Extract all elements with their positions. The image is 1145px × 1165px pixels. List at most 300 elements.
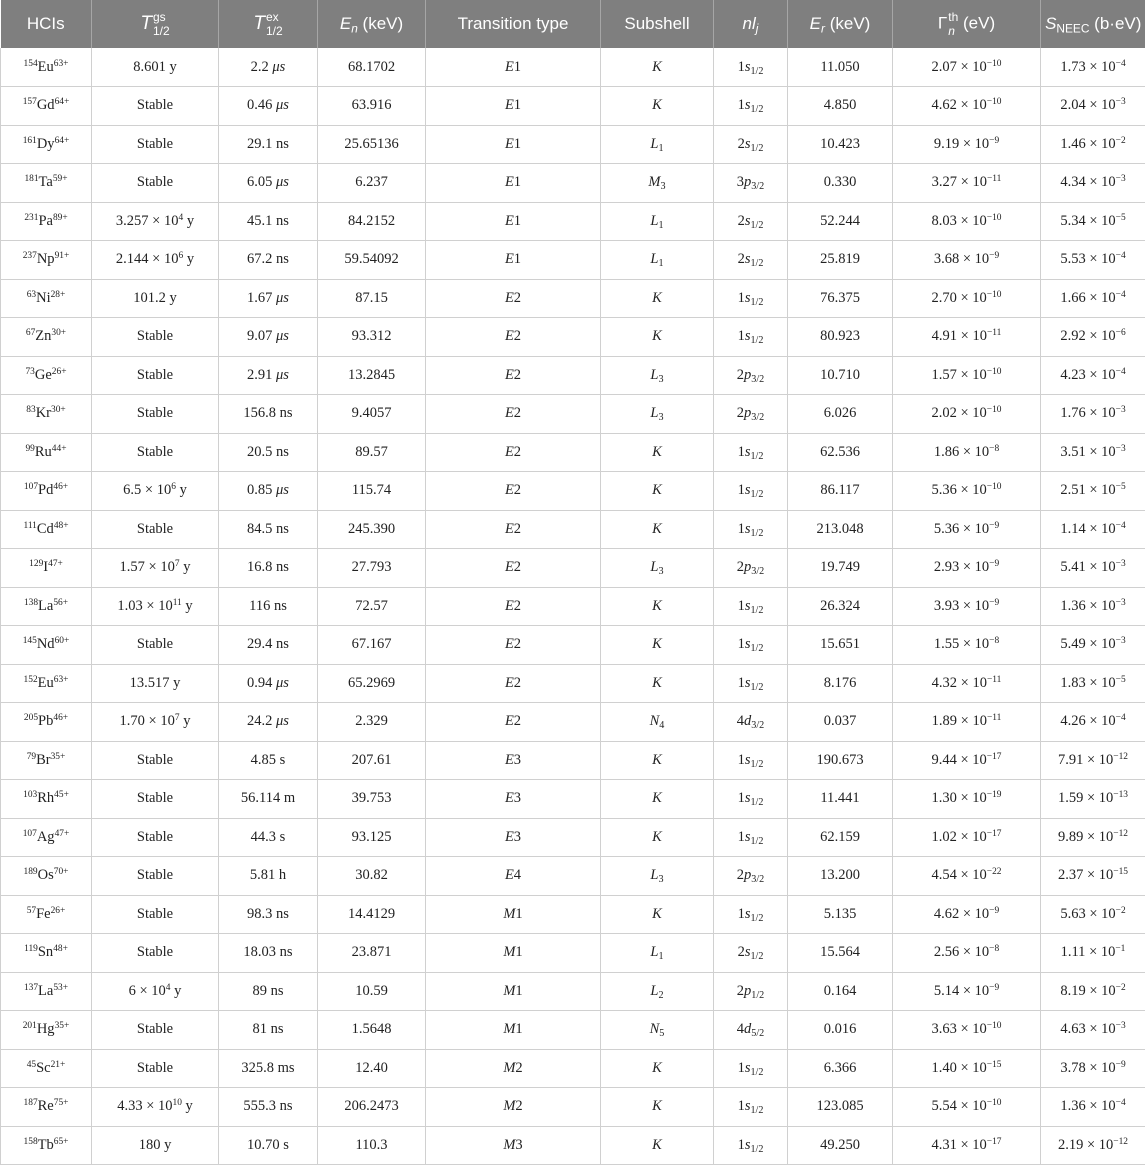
cell-hci	[1, 279, 92, 318]
halflife-ex: 5.81 h	[250, 867, 286, 883]
times-sign: ×	[963, 521, 971, 537]
cell-en	[318, 1011, 426, 1050]
total-j: 1/2	[750, 643, 763, 654]
halflife-gs-unit: y	[183, 713, 190, 729]
cell-s-neec	[1041, 48, 1145, 87]
total-j: 1/2	[750, 605, 763, 616]
gamma-exponent: −9	[989, 559, 999, 569]
halflife-gs-unit: y	[187, 251, 194, 267]
halflife-ex: 29.1 ns	[247, 136, 289, 152]
cell-subshell	[601, 703, 714, 742]
halflife-gs: Stable	[137, 174, 173, 190]
times-sign: ×	[1089, 713, 1097, 729]
cell-s-neec	[1041, 202, 1145, 241]
times-sign: ×	[1087, 1137, 1095, 1153]
cell-nlj	[714, 395, 788, 434]
halflife-gs: Stable	[137, 136, 173, 152]
cell-t-ex	[219, 549, 318, 588]
cell-er	[788, 780, 893, 819]
cell-gamma	[893, 587, 1041, 626]
cell-t-ex	[219, 1011, 318, 1050]
cell-nlj	[714, 626, 788, 665]
cell-er	[788, 587, 893, 626]
mass-number: 67	[26, 328, 35, 338]
cell-t-gs	[92, 703, 219, 742]
cell-t-gs	[92, 626, 219, 665]
cell-hci	[1, 164, 92, 203]
halflife-ex: 98.3 ns	[247, 906, 289, 922]
subshell-index: 1	[659, 258, 664, 269]
gamma-mantissa: 1.89	[932, 713, 957, 729]
subshell-letter: K	[652, 636, 662, 652]
halflife-ex: 6.05	[247, 174, 272, 190]
cell-t-gs	[92, 87, 219, 126]
gamma-exponent: −9	[989, 251, 999, 261]
cell-transition-type	[426, 241, 601, 280]
element-symbol: I	[43, 559, 48, 575]
multipole-order: 1	[514, 59, 521, 75]
halflife-gs-unit: y	[174, 983, 181, 999]
cell-t-ex	[219, 433, 318, 472]
principal-number: 2	[737, 983, 744, 999]
halflife-gs: Stable	[137, 405, 173, 421]
s-mantissa: 1.59	[1058, 790, 1083, 806]
element-symbol: Pb	[38, 713, 53, 729]
halflife-ex: 44.3 s	[251, 829, 286, 845]
base-ten: 10	[972, 713, 987, 729]
charge-state: 60+	[55, 636, 70, 646]
times-sign: ×	[1089, 444, 1097, 460]
halflife-gs: Stable	[137, 367, 173, 383]
cell-t-gs	[92, 549, 219, 588]
multipole-order: 2	[514, 367, 521, 383]
element-symbol: Os	[38, 867, 54, 883]
mass-number: 205	[24, 713, 38, 723]
halflife-ex: 10.70 s	[247, 1137, 289, 1153]
base-ten: 10	[1099, 867, 1114, 883]
multipole-letter: E	[505, 251, 514, 267]
cell-er	[788, 241, 893, 280]
charge-state: 89+	[53, 213, 68, 223]
halflife-gs-mantissa: 1.70	[120, 713, 145, 729]
cell-nlj	[714, 48, 788, 87]
gamma-exponent: −11	[987, 328, 1001, 338]
cell-gamma	[893, 241, 1041, 280]
multipole-order: 1	[514, 213, 521, 229]
cell-t-ex	[219, 587, 318, 626]
gamma-exponent: −8	[989, 636, 999, 646]
halflife-gs: Stable	[137, 790, 173, 806]
cell-transition-type	[426, 549, 601, 588]
orbital-letter: p	[744, 867, 751, 883]
gamma-mantissa: 4.91	[932, 328, 957, 344]
halflife-gs: Stable	[137, 97, 173, 113]
nuclear-energy: 115.74	[352, 482, 391, 498]
times-sign: ×	[960, 97, 968, 113]
cell-t-gs	[92, 395, 219, 434]
orbital-letter: s	[745, 829, 751, 845]
halflife-gs-exponent: 11	[173, 598, 182, 608]
cell-s-neec	[1041, 125, 1145, 164]
cell-gamma	[893, 549, 1041, 588]
charge-state: 46+	[53, 713, 68, 723]
gamma-mantissa: 4.54	[931, 867, 956, 883]
halflife-ex: 555.3 ns	[243, 1098, 292, 1114]
subshell-letter: K	[652, 752, 662, 768]
times-sign: ×	[963, 559, 971, 575]
nuclear-energy: 23.871	[352, 944, 392, 960]
base-ten: 10	[972, 213, 987, 229]
element-symbol: Eu	[38, 59, 54, 75]
gamma-exponent: −9	[989, 983, 999, 993]
multipole-letter: E	[505, 636, 514, 652]
cell-t-ex	[219, 1126, 318, 1165]
halflife-gs-unit: y	[187, 213, 194, 229]
base-ten: 10	[1101, 213, 1116, 229]
orbital-letter: s	[745, 213, 751, 229]
cell-hci	[1, 510, 92, 549]
gamma-exponent: −9	[989, 136, 999, 146]
orbital-letter: d	[744, 713, 751, 729]
principal-number: 2	[737, 867, 744, 883]
subshell-letter: K	[652, 675, 662, 691]
cell-t-ex	[219, 972, 318, 1011]
element-symbol: Kr	[36, 405, 51, 421]
subshell-letter: K	[652, 790, 662, 806]
resonance-energy: 76.375	[820, 290, 860, 306]
times-sign: ×	[1087, 829, 1095, 845]
table-row	[1, 1011, 1145, 1050]
nuclear-energy: 10.59	[355, 983, 388, 999]
total-j: 1/2	[750, 528, 763, 539]
total-j: 1/2	[751, 990, 764, 1001]
multipole-letter: E	[505, 675, 514, 691]
cell-nlj	[714, 818, 788, 857]
gamma-exponent: −17	[987, 829, 1002, 839]
charge-state: 53+	[53, 983, 68, 993]
halflife-gs: Stable	[137, 636, 173, 652]
cell-transition-type	[426, 972, 601, 1011]
cell-nlj	[714, 1126, 788, 1165]
times-sign: ×	[1089, 213, 1097, 229]
cell-transition-type	[426, 356, 601, 395]
nuclear-energy: 207.61	[352, 752, 392, 768]
cell-subshell	[601, 587, 714, 626]
gamma-mantissa: 2.56	[934, 944, 959, 960]
table-row	[1, 356, 1145, 395]
element-symbol: La	[38, 983, 53, 999]
s-mantissa: 1.11	[1061, 944, 1086, 960]
multipole-letter: E	[505, 713, 514, 729]
orbital-letter: s	[745, 136, 751, 152]
principal-number: 2	[738, 136, 745, 152]
subshell-letter: K	[652, 482, 662, 498]
cell-hci	[1, 1011, 92, 1050]
cell-s-neec	[1041, 164, 1145, 203]
nuclear-energy: 2.329	[355, 713, 388, 729]
table-row	[1, 48, 1145, 87]
total-j: 1/2	[750, 335, 763, 346]
principal-number: 1	[738, 97, 745, 113]
times-sign: ×	[1089, 906, 1097, 922]
cell-s-neec	[1041, 549, 1145, 588]
s-mantissa: 1.36	[1060, 598, 1085, 614]
cell-t-gs	[92, 356, 219, 395]
base-ten: 10	[972, 1060, 987, 1076]
multipole-letter: M	[503, 944, 515, 960]
cell-t-gs	[92, 164, 219, 203]
cell-nlj	[714, 356, 788, 395]
element-symbol: Dy	[37, 136, 55, 152]
multipole-letter: E	[505, 559, 514, 575]
charge-state: 35+	[55, 1021, 70, 1031]
cell-en	[318, 664, 426, 703]
cell-er	[788, 1049, 893, 1088]
table-row	[1, 1126, 1145, 1165]
gamma-exponent: −10	[987, 58, 1002, 68]
element-symbol: Sc	[36, 1060, 51, 1076]
base-ten: 10	[160, 559, 175, 575]
multipole-order: 2	[515, 1098, 522, 1114]
cell-en	[318, 1088, 426, 1127]
resonance-energy: 5.135	[824, 906, 857, 922]
cell-transition-type	[426, 48, 601, 87]
cell-er	[788, 279, 893, 318]
multipole-order: 2	[514, 675, 521, 691]
base-ten: 10	[975, 906, 990, 922]
cell-transition-type	[426, 472, 601, 511]
halflife-ex-unit: μs	[276, 675, 289, 691]
orbital-letter: p	[744, 367, 751, 383]
charge-state: 91+	[55, 251, 70, 261]
cell-er	[788, 818, 893, 857]
halflife-ex-unit: μs	[276, 328, 289, 344]
cell-er	[788, 741, 893, 780]
base-ten: 10	[151, 983, 166, 999]
base-ten: 10	[157, 482, 172, 498]
mass-number: 158	[24, 1137, 38, 1147]
charge-state: 26+	[51, 906, 66, 916]
resonance-energy: 10.423	[820, 136, 860, 152]
halflife-ex: 89 ns	[252, 983, 283, 999]
total-j: 1/2	[750, 1144, 763, 1155]
cell-er	[788, 87, 893, 126]
subshell-index: 3	[661, 181, 666, 192]
orbital-letter: s	[745, 1060, 751, 1076]
cell-subshell	[601, 164, 714, 203]
nuclear-energy: 9.4057	[352, 405, 392, 421]
principal-number: 1	[738, 790, 745, 806]
s-mantissa: 4.34	[1060, 174, 1085, 190]
cell-hci	[1, 433, 92, 472]
base-ten: 10	[972, 59, 987, 75]
cell-t-ex	[219, 395, 318, 434]
cell-subshell	[601, 510, 714, 549]
mass-number: 129	[29, 559, 43, 569]
orbital-letter: s	[745, 521, 751, 537]
orbital-letter: s	[745, 636, 751, 652]
multipole-order: 1	[515, 944, 522, 960]
subshell-letter: K	[652, 598, 662, 614]
orbital-letter: d	[744, 1021, 751, 1037]
cell-er	[788, 510, 893, 549]
cell-s-neec	[1041, 318, 1145, 357]
cell-subshell	[601, 87, 714, 126]
resonance-energy: 213.048	[816, 521, 863, 537]
nuclear-energy: 14.4129	[348, 906, 395, 922]
resonance-energy: 10.710	[820, 367, 860, 383]
subshell-letter: K	[652, 1060, 662, 1076]
s-exponent: −3	[1116, 444, 1126, 454]
subshell-index: 5	[659, 1028, 664, 1039]
cell-transition-type	[426, 1011, 601, 1050]
cell-hci	[1, 626, 92, 665]
subshell-letter: L	[650, 559, 658, 575]
cell-hci	[1, 202, 92, 241]
s-exponent: −12	[1113, 829, 1128, 839]
halflife-gs-exponent: 10	[173, 1098, 182, 1108]
halflife-gs: 8.601 y	[133, 59, 177, 75]
s-mantissa: 5.34	[1060, 213, 1085, 229]
orbital-letter: s	[745, 59, 751, 75]
halflife-ex: 45.1 ns	[247, 213, 289, 229]
cell-t-gs	[92, 741, 219, 780]
cell-en	[318, 87, 426, 126]
nuclear-energy: 84.2152	[348, 213, 395, 229]
nuclear-energy: 6.237	[355, 174, 388, 190]
base-ten: 10	[1101, 1021, 1116, 1037]
total-j: 3/2	[751, 720, 764, 731]
halflife-gs: 180 y	[139, 1137, 172, 1153]
base-ten: 10	[972, 829, 987, 845]
resonance-energy: 80.923	[820, 328, 860, 344]
orbital-letter: s	[745, 328, 751, 344]
element-symbol: Br	[36, 752, 51, 768]
principal-number: 1	[738, 482, 745, 498]
gamma-mantissa: 2.93	[934, 559, 959, 575]
s-exponent: −4	[1116, 290, 1126, 300]
nuclear-energy: 30.82	[355, 867, 388, 883]
cell-t-ex	[219, 703, 318, 742]
multipole-order: 1	[515, 906, 522, 922]
cell-hci	[1, 664, 92, 703]
cell-t-ex	[219, 1088, 318, 1127]
subshell-letter: K	[652, 97, 662, 113]
cell-gamma	[893, 934, 1041, 973]
mass-number: 111	[23, 521, 36, 531]
cell-hci	[1, 818, 92, 857]
subshell-index: 3	[659, 412, 664, 423]
principal-number: 1	[738, 1060, 745, 1076]
s-exponent: −4	[1116, 251, 1126, 261]
cell-subshell	[601, 626, 714, 665]
subshell-index: 3	[659, 566, 664, 577]
gamma-mantissa: 8.03	[931, 213, 956, 229]
s-exponent: −3	[1116, 559, 1126, 569]
element-symbol: Nd	[37, 636, 55, 652]
subshell-index: 2	[659, 990, 664, 1001]
principal-number: 1	[738, 444, 745, 460]
nuclear-energy: 93.312	[352, 328, 392, 344]
cell-t-gs	[92, 241, 219, 280]
halflife-ex: 325.8 ms	[241, 1060, 294, 1076]
times-sign: ×	[1089, 675, 1097, 691]
s-mantissa: 4.26	[1060, 713, 1085, 729]
multipole-order: 2	[514, 405, 521, 421]
s-mantissa: 5.53	[1060, 251, 1085, 267]
cell-s-neec	[1041, 857, 1145, 896]
cell-transition-type	[426, 164, 601, 203]
cell-nlj	[714, 510, 788, 549]
s-mantissa: 2.51	[1060, 482, 1085, 498]
base-ten: 10	[1101, 136, 1116, 152]
base-ten: 10	[1101, 675, 1116, 691]
s-exponent: −15	[1113, 867, 1128, 877]
cell-nlj	[714, 241, 788, 280]
cell-subshell	[601, 972, 714, 1011]
col-header-transition-type: Transition type	[426, 0, 601, 48]
cell-t-gs	[92, 472, 219, 511]
table-row	[1, 472, 1145, 511]
element-symbol: Zn	[35, 328, 51, 344]
cell-er	[788, 433, 893, 472]
base-ten: 10	[975, 983, 990, 999]
mass-number: 45	[27, 1060, 36, 1070]
cell-nlj	[714, 1088, 788, 1127]
table-row	[1, 895, 1145, 934]
nuclear-energy: 67.167	[352, 636, 392, 652]
element-symbol: Pa	[38, 213, 53, 229]
times-sign: ×	[960, 1098, 968, 1114]
halflife-ex: 18.03 ns	[243, 944, 292, 960]
s-exponent: −4	[1116, 713, 1126, 723]
orbital-letter: s	[745, 251, 751, 267]
s-mantissa: 2.92	[1060, 328, 1085, 344]
table-row	[1, 395, 1145, 434]
cell-transition-type	[426, 279, 601, 318]
cell-s-neec	[1041, 972, 1145, 1011]
cell-t-ex	[219, 279, 318, 318]
base-ten: 10	[1101, 944, 1116, 960]
col-header-gamma: Γ th n (eV)	[893, 0, 1041, 48]
cell-en	[318, 857, 426, 896]
s-mantissa: 2.37	[1058, 867, 1083, 883]
gamma-mantissa: 3.27	[932, 174, 957, 190]
cell-subshell	[601, 741, 714, 780]
gamma-mantissa: 5.36	[931, 482, 956, 498]
total-j: 1/2	[750, 951, 763, 962]
times-sign: ×	[1089, 944, 1097, 960]
times-sign: ×	[152, 251, 160, 267]
multipole-letter: E	[505, 444, 514, 460]
subshell-letter: K	[652, 829, 662, 845]
halflife-gs-unit: y	[185, 598, 192, 614]
col-header-t-ex: T ex 1/2	[219, 0, 318, 48]
halflife-gs: Stable	[137, 829, 173, 845]
table-row	[1, 164, 1145, 203]
cell-t-gs	[92, 780, 219, 819]
base-ten: 10	[1101, 559, 1116, 575]
cell-er	[788, 1088, 893, 1127]
cell-hci	[1, 934, 92, 973]
cell-gamma	[893, 626, 1041, 665]
cell-t-gs	[92, 857, 219, 896]
cell-en	[318, 433, 426, 472]
cell-s-neec	[1041, 510, 1145, 549]
s-exponent: −3	[1116, 636, 1126, 646]
base-ten: 10	[1101, 521, 1116, 537]
resonance-energy: 11.050	[820, 59, 859, 75]
